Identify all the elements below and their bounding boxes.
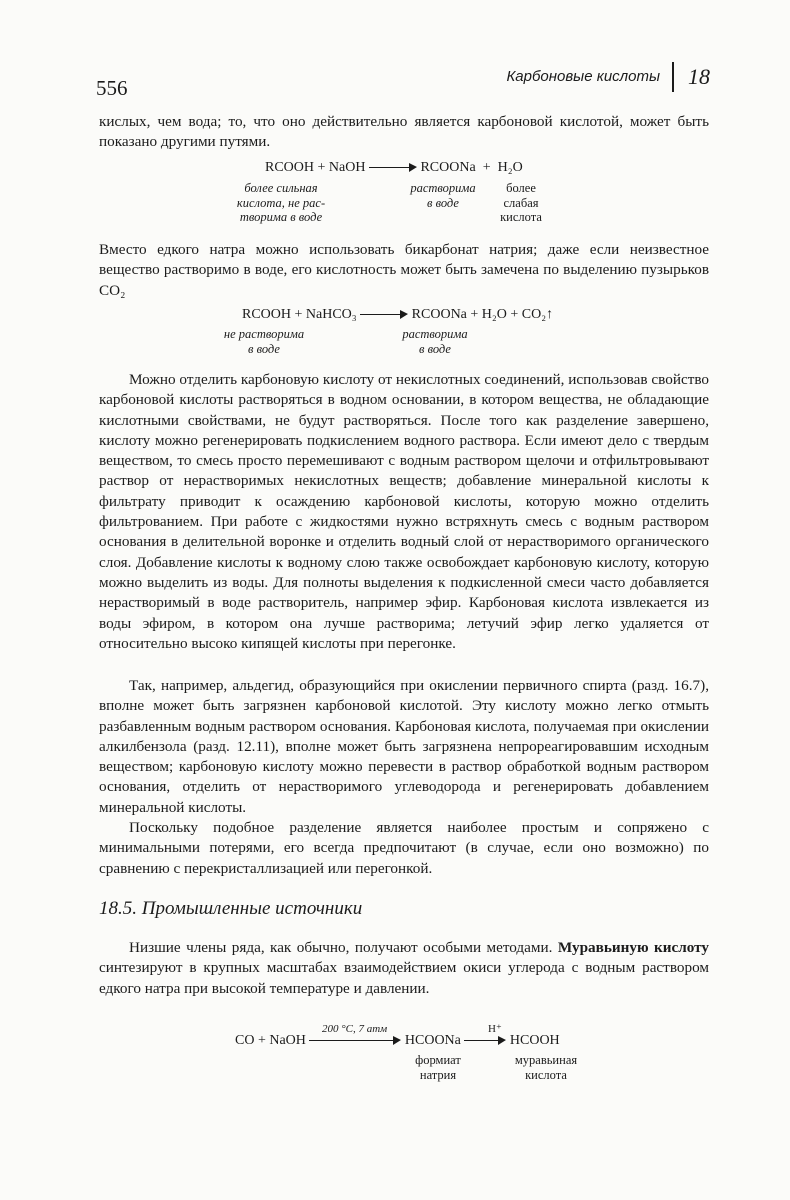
eq1-caption-mid: [398, 181, 488, 210]
caption-line: более сильная: [244, 181, 318, 195]
page-number: 556: [96, 76, 128, 100]
caption-line: кислота: [525, 1067, 567, 1082]
caption-line: формиат: [415, 1053, 461, 1067]
paragraph-industrial: [99, 938, 709, 999]
eq1-reactants: RCOOH + NaOH: [265, 160, 366, 175]
running-title: Карбоновые кислоты: [506, 68, 660, 85]
caption-line: кислота, не рас-: [236, 195, 326, 210]
caption-line: растворима: [402, 327, 468, 341]
caption-line: в воде: [248, 341, 280, 356]
paragraph-preference: Поскольку подобное разделение является наиболее простым и сопряжено с минимальными потерями, его всегда предпочитают (в случае, если оно возможно) по сравнению с перекристаллизацией или перегонкой.: [99, 819, 709, 877]
eq3-catalyst: H⁺: [488, 1023, 502, 1035]
reaction-arrow: [360, 310, 408, 320]
eq1-caption-right: [492, 181, 550, 225]
caption-line: в воде: [419, 341, 451, 356]
para6-text-end: синтезируют в крупных масштабах взаимодействием окиси углерода с водным раствором едкого натра при высокой температуре и давлении.: [99, 959, 709, 997]
eq3-intermediate: HCOONa: [404, 1033, 461, 1048]
caption-line: муравьиная: [514, 1053, 578, 1067]
caption-line: натрия: [419, 1067, 457, 1082]
eq1-plus: +: [482, 160, 491, 175]
eq3-product: HCOOH: [509, 1033, 560, 1048]
caption-line: кислота: [500, 210, 542, 224]
caption-line: не растворима: [223, 327, 305, 341]
caption-line: творима в воде: [239, 210, 323, 224]
eq2-caption-mid: [390, 327, 480, 356]
eq3-caption-mid: [402, 1053, 474, 1082]
eq3-reactants: CO + NaOH: [235, 1033, 306, 1048]
header-divider: [672, 62, 674, 92]
eq3-caption-right: [504, 1053, 588, 1082]
chapter-number: 18: [688, 64, 710, 89]
paragraph-intro: кислых, чем вода; то, что оно действительно является карбоновой кислотой, может быть показано другими путями.: [99, 113, 709, 151]
formic-acid-term: Муравьиную кислоту: [557, 939, 710, 956]
reaction-arrow: [464, 1036, 506, 1046]
caption-line: более: [506, 181, 536, 195]
eq2-reactants: RCOOH + NaHCO₃: [242, 307, 357, 322]
section-title: 18.5. Промышленные источники: [99, 898, 363, 919]
caption-line: слабая: [503, 195, 539, 210]
paragraph-aldehyde-example: Так, например, альдегид, образующийся при окислении первичного спирта (разд. 16.7), вполне может быть загрязнен карбоновой кислотой. Эту кислоту можно легко отмыть разбавленным водным раствором основания. Карбоновая кислота, получаемая при окислении алкилбензола (разд. 12.11), вполне может быть загрязнена непрореагировавшим исходным веществом; карбоновую кислоту можно перевести в раствор обработкой водным раствором основания, отделить от нерастворимого углеводорода и регенерировать добавлением минеральной кислоты.: [99, 677, 709, 816]
caption-line: растворима: [410, 181, 476, 195]
eq1-product-salt: RCOONa: [420, 160, 476, 175]
eq1-caption-left: [220, 181, 342, 225]
paragraph-separation: Можно отделить карбоновую кислоту от некислотных соединений, использовав свойство карбоновой кислоты растворяться в водном основании, в котором вещества, не обладающие кислотными свойствами, не будут растворяться. После того как разделение завершено, кислоту можно регенерировать подкислением водного раствора. Если имеют дело с твердым веществом, то смесь просто перемешивают с водным раствором щелочи и отфильтровывают раствор от нерастворимых некислотных веществ; добавление минеральной кислоты к фильтрату приводит к осаждению карбоновой кислоты, которую можно отделить фильтрованием. При работе с жидкостями нужно встряхнуть смесь с водным раствором основания в делительной воронке и отделить водный слой от нерастворимого органического слоя. Добавление кислоты к водному слою также освобождает карбоновую кислоту, которую можно выделить из воды. Для полноты выделения к подкисленной смеси часто добавляется нерастворимый в воде растворитель, например эфир. Карбоновая кислота извлекается из воды эфиром, в котором она лучше растворима; летучий эфир легко удаляется от относительно высоко кипящей кислоты при перегонке.: [99, 371, 709, 652]
eq1-product-water: H₂O: [497, 160, 523, 175]
eq3-conditions: 200 °C, 7 атм: [322, 1023, 388, 1035]
eq2-products: RCOONa + H₂O + CO₂↑: [411, 307, 554, 322]
reaction-arrow: [309, 1036, 401, 1046]
eq2-caption-left: [212, 327, 316, 356]
paragraph-bicarbonate: Вместо едкого натра можно использовать бикарбонат натрия; даже если неизвестное вещество растворимо в воде, его кислотность может быть замечена по выделению пузырьков CO₂: [99, 241, 709, 299]
para6-text-start: Низшие члены ряда, как обычно, получают особыми методами.: [129, 939, 553, 956]
caption-line: в воде: [427, 195, 459, 210]
reaction-arrow: [369, 163, 417, 173]
